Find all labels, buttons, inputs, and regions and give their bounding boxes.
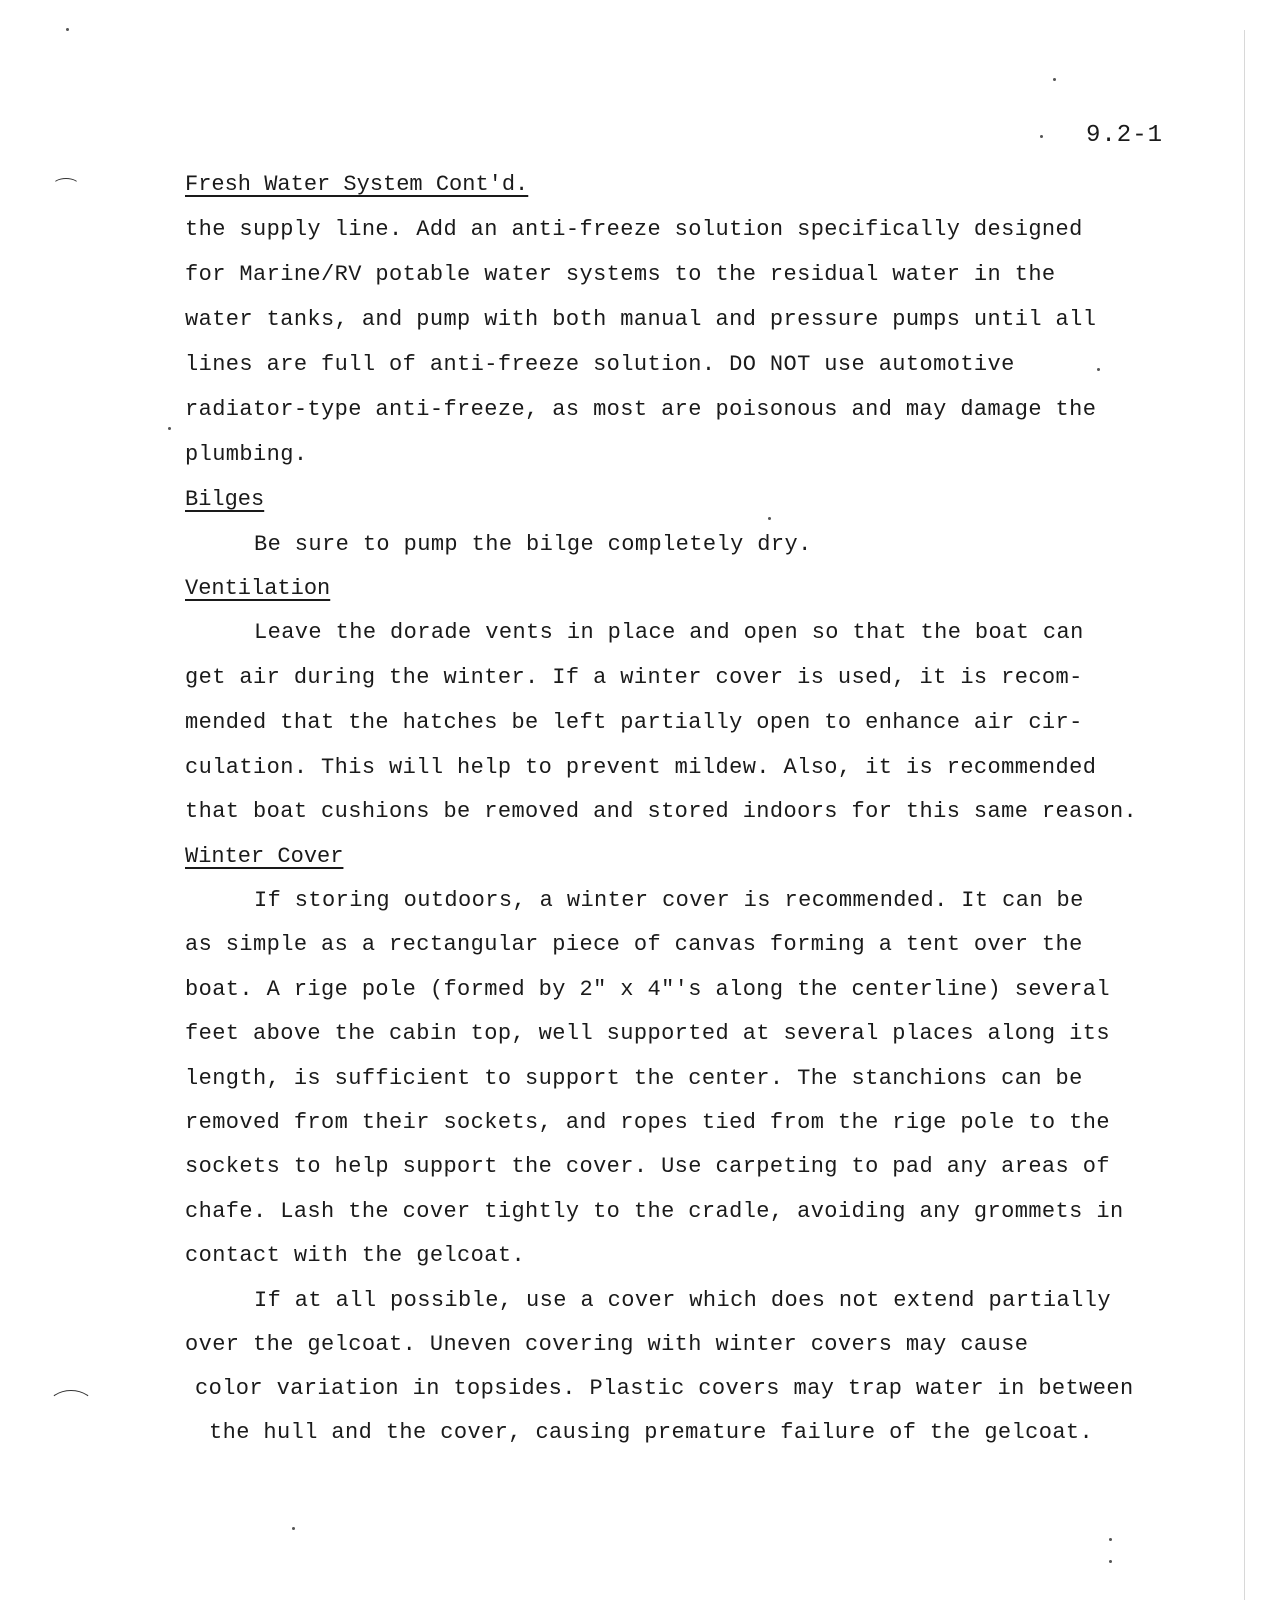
text-line: plumbing. [185,442,308,467]
text-line: that boat cushions be removed and stored indoors for this same reason. [185,799,1138,824]
text-line: Leave the dorade vents in place and open so that the boat can [254,620,1084,645]
section-heading-fresh-water: Fresh Water System Cont'd. [185,172,529,197]
text-line: over the gelcoat. Uneven covering with winter covers may cause [185,1332,1029,1357]
text-line: contact with the gelcoat. [185,1243,526,1268]
text-line: as simple as a rectangular piece of canvas forming a tent over the [185,932,1083,957]
text-line: feet above the cabin top, well supported at several places along its [185,1021,1110,1046]
text-line: chafe. Lash the cover tightly to the cradle, avoiding any grommets in [185,1199,1124,1224]
text-line: the supply line. Add an anti-freeze solution specifically designed [185,217,1083,242]
page-number: 9.2-1 [1086,122,1164,149]
text-line: mended that the hatches be left partially open to enhance air cir- [185,710,1083,735]
text-line: sockets to help support the cover. Use carpeting to pad any areas of [185,1154,1110,1179]
scan-edge-line [1244,30,1245,1600]
text-line: boat. A rige pole (formed by 2" x 4"'s along the centerline) several [185,977,1110,1002]
text-line: Be sure to pump the bilge completely dry. [254,532,812,557]
text-line: water tanks, and pump with both manual and pressure pumps until all [185,307,1097,332]
section-heading-bilges: Bilges [185,487,265,512]
scan-mark [52,178,80,194]
text-line: culation. This will help to prevent mildew. Also, it is recommended [185,755,1097,780]
section-heading-winter-cover: Winter Cover [185,844,344,869]
text-line: If storing outdoors, a winter cover is recommended. It can be [254,888,1084,913]
text-line: for Marine/RV potable water systems to the residual water in the [185,262,1056,287]
text-line: If at all possible, use a cover which does not extend partially [254,1288,1111,1313]
text-line: color variation in topsides. Plastic covers may trap water in between [195,1376,1134,1401]
text-line: the hull and the cover, causing premature failure of the gelcoat. [209,1420,1094,1445]
text-line: removed from their sockets, and ropes tied from the rige pole to the [185,1110,1110,1135]
section-heading-ventilation: Ventilation [185,576,331,601]
text-line: radiator-type anti-freeze, as most are poisonous and may damage the [185,397,1097,422]
text-line: length, is sufficient to support the center. The stanchions can be [185,1066,1083,1091]
text-line: lines are full of anti-freeze solution. DO NOT use automotive [185,352,1015,377]
scan-mark [48,1390,94,1422]
text-line: get air during the winter. If a winter cover is used, it is recom- [185,665,1083,690]
